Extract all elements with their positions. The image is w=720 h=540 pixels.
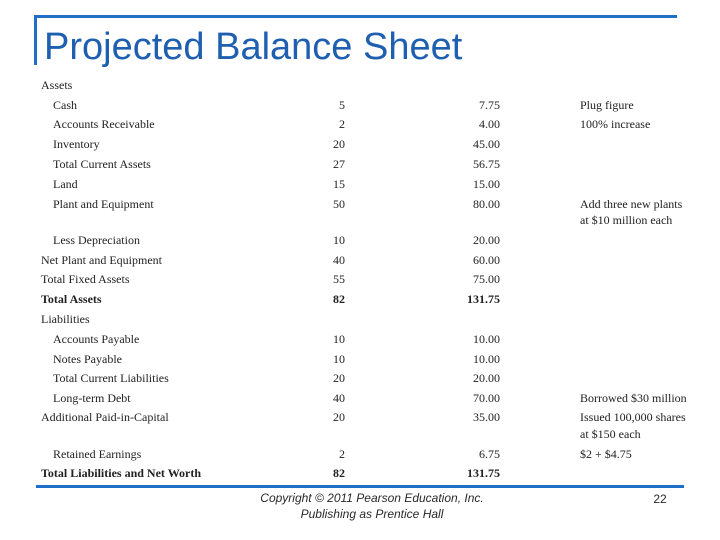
value-current: 20	[333, 371, 345, 385]
copyright-notice	[212, 490, 532, 522]
value-current: 82	[333, 292, 345, 306]
value-projected: 20.00	[473, 233, 500, 247]
copyright-line: Copyright © 2011 Pearson Education, Inc.	[260, 491, 484, 505]
row-label: Retained Earnings	[53, 447, 142, 461]
value-current: 5	[339, 98, 345, 112]
value-current: 15	[333, 177, 345, 191]
value-current: 20	[333, 410, 345, 424]
page-number: 22	[653, 492, 667, 506]
table-row-liabilities	[0, 312, 720, 328]
row-note: Add three new plants	[580, 197, 683, 211]
value-projected: 10.00	[473, 352, 500, 366]
row-note-continued: at $150 each	[580, 427, 641, 441]
value-current: 40	[333, 253, 345, 267]
table-row-notes-payable	[0, 352, 720, 368]
value-projected: 20.00	[473, 371, 500, 385]
row-note: Issued 100,000 shares	[580, 410, 686, 424]
row-label: Accounts Payable	[53, 332, 140, 346]
value-current: 50	[333, 197, 345, 211]
table-row-accounts-receivable	[0, 117, 720, 133]
value-current: 82	[333, 466, 345, 480]
row-label: Total Current Liabilities	[53, 371, 169, 385]
row-note: Plug figure	[580, 98, 634, 112]
value-projected: 60.00	[473, 253, 500, 267]
table-row-inventory	[0, 137, 720, 153]
row-label: Inventory	[53, 137, 100, 151]
row-label: Additional Paid-in-Capital	[41, 410, 169, 424]
row-label: Total Current Assets	[53, 157, 151, 171]
value-projected: 35.00	[473, 410, 500, 424]
row-label: Total Liabilities and Net Worth	[41, 466, 202, 480]
value-projected: 70.00	[473, 391, 500, 405]
row-label: Land	[53, 177, 78, 191]
table-row-retained-earnings	[0, 447, 720, 463]
value-current: 2	[339, 447, 345, 461]
row-note: 100% increase	[580, 117, 651, 131]
value-projected: 7.75	[479, 98, 500, 112]
value-projected: 6.75	[479, 447, 500, 461]
row-label: Total Fixed Assets	[41, 272, 130, 286]
table-row-land	[0, 177, 720, 193]
value-current: 40	[333, 391, 345, 405]
row-label: Long-term Debt	[53, 391, 131, 405]
value-projected: 131.75	[467, 466, 500, 480]
table-row-total-current-assets	[0, 157, 720, 173]
table-row-paid-in-capital-note-continued	[0, 427, 720, 443]
table-row-less-depreciation	[0, 233, 720, 249]
value-projected: 45.00	[473, 137, 500, 151]
table-row-cash	[0, 98, 720, 114]
row-note: Borrowed $30 million	[580, 391, 687, 405]
publisher-line: Publishing as Prentice Hall	[300, 507, 444, 521]
table-row-plant-and-equipment	[0, 197, 720, 213]
table-row-total-fixed-assets	[0, 272, 720, 288]
footer-rule	[36, 485, 684, 488]
row-label: Total Assets	[41, 292, 102, 306]
value-current: 10	[333, 332, 345, 346]
value-projected: 131.75	[467, 292, 500, 306]
row-label: Cash	[53, 98, 77, 112]
value-projected: 15.00	[473, 177, 500, 191]
row-label: Less Depreciation	[53, 233, 140, 247]
table-row-total-assets	[0, 292, 720, 308]
value-projected: 80.00	[473, 197, 500, 211]
row-label: Net Plant and Equipment	[41, 253, 162, 267]
table-row-assets	[0, 78, 720, 94]
value-current: 10	[333, 233, 345, 247]
row-note: $2 + $4.75	[580, 447, 632, 461]
row-label: Notes Payable	[53, 352, 122, 366]
value-projected: 56.75	[473, 157, 500, 171]
row-label: Accounts Receivable	[53, 117, 155, 131]
row-label: Liabilities	[41, 312, 90, 326]
table-row-long-term-debt	[0, 391, 720, 407]
value-current: 20	[333, 137, 345, 151]
table-row-total-current-liabilities	[0, 371, 720, 387]
value-projected: 10.00	[473, 332, 500, 346]
table-row-net-plant-and-equipment	[0, 253, 720, 269]
slide-title: Projected Balance Sheet	[44, 26, 463, 68]
table-row-plant-note-continued	[0, 213, 720, 229]
row-label: Plant and Equipment	[53, 197, 154, 211]
value-current: 55	[333, 272, 345, 286]
table-row-total-liabilities-and-net-worth	[0, 466, 720, 482]
value-projected: 75.00	[473, 272, 500, 286]
table-row-additional-paid-in-capital	[0, 410, 720, 426]
value-current: 27	[333, 157, 345, 171]
row-note-continued: at $10 million each	[580, 213, 673, 227]
value-current: 2	[339, 117, 345, 131]
value-current: 10	[333, 352, 345, 366]
table-row-accounts-payable	[0, 332, 720, 348]
value-projected: 4.00	[479, 117, 500, 131]
row-label: Assets	[41, 78, 73, 92]
